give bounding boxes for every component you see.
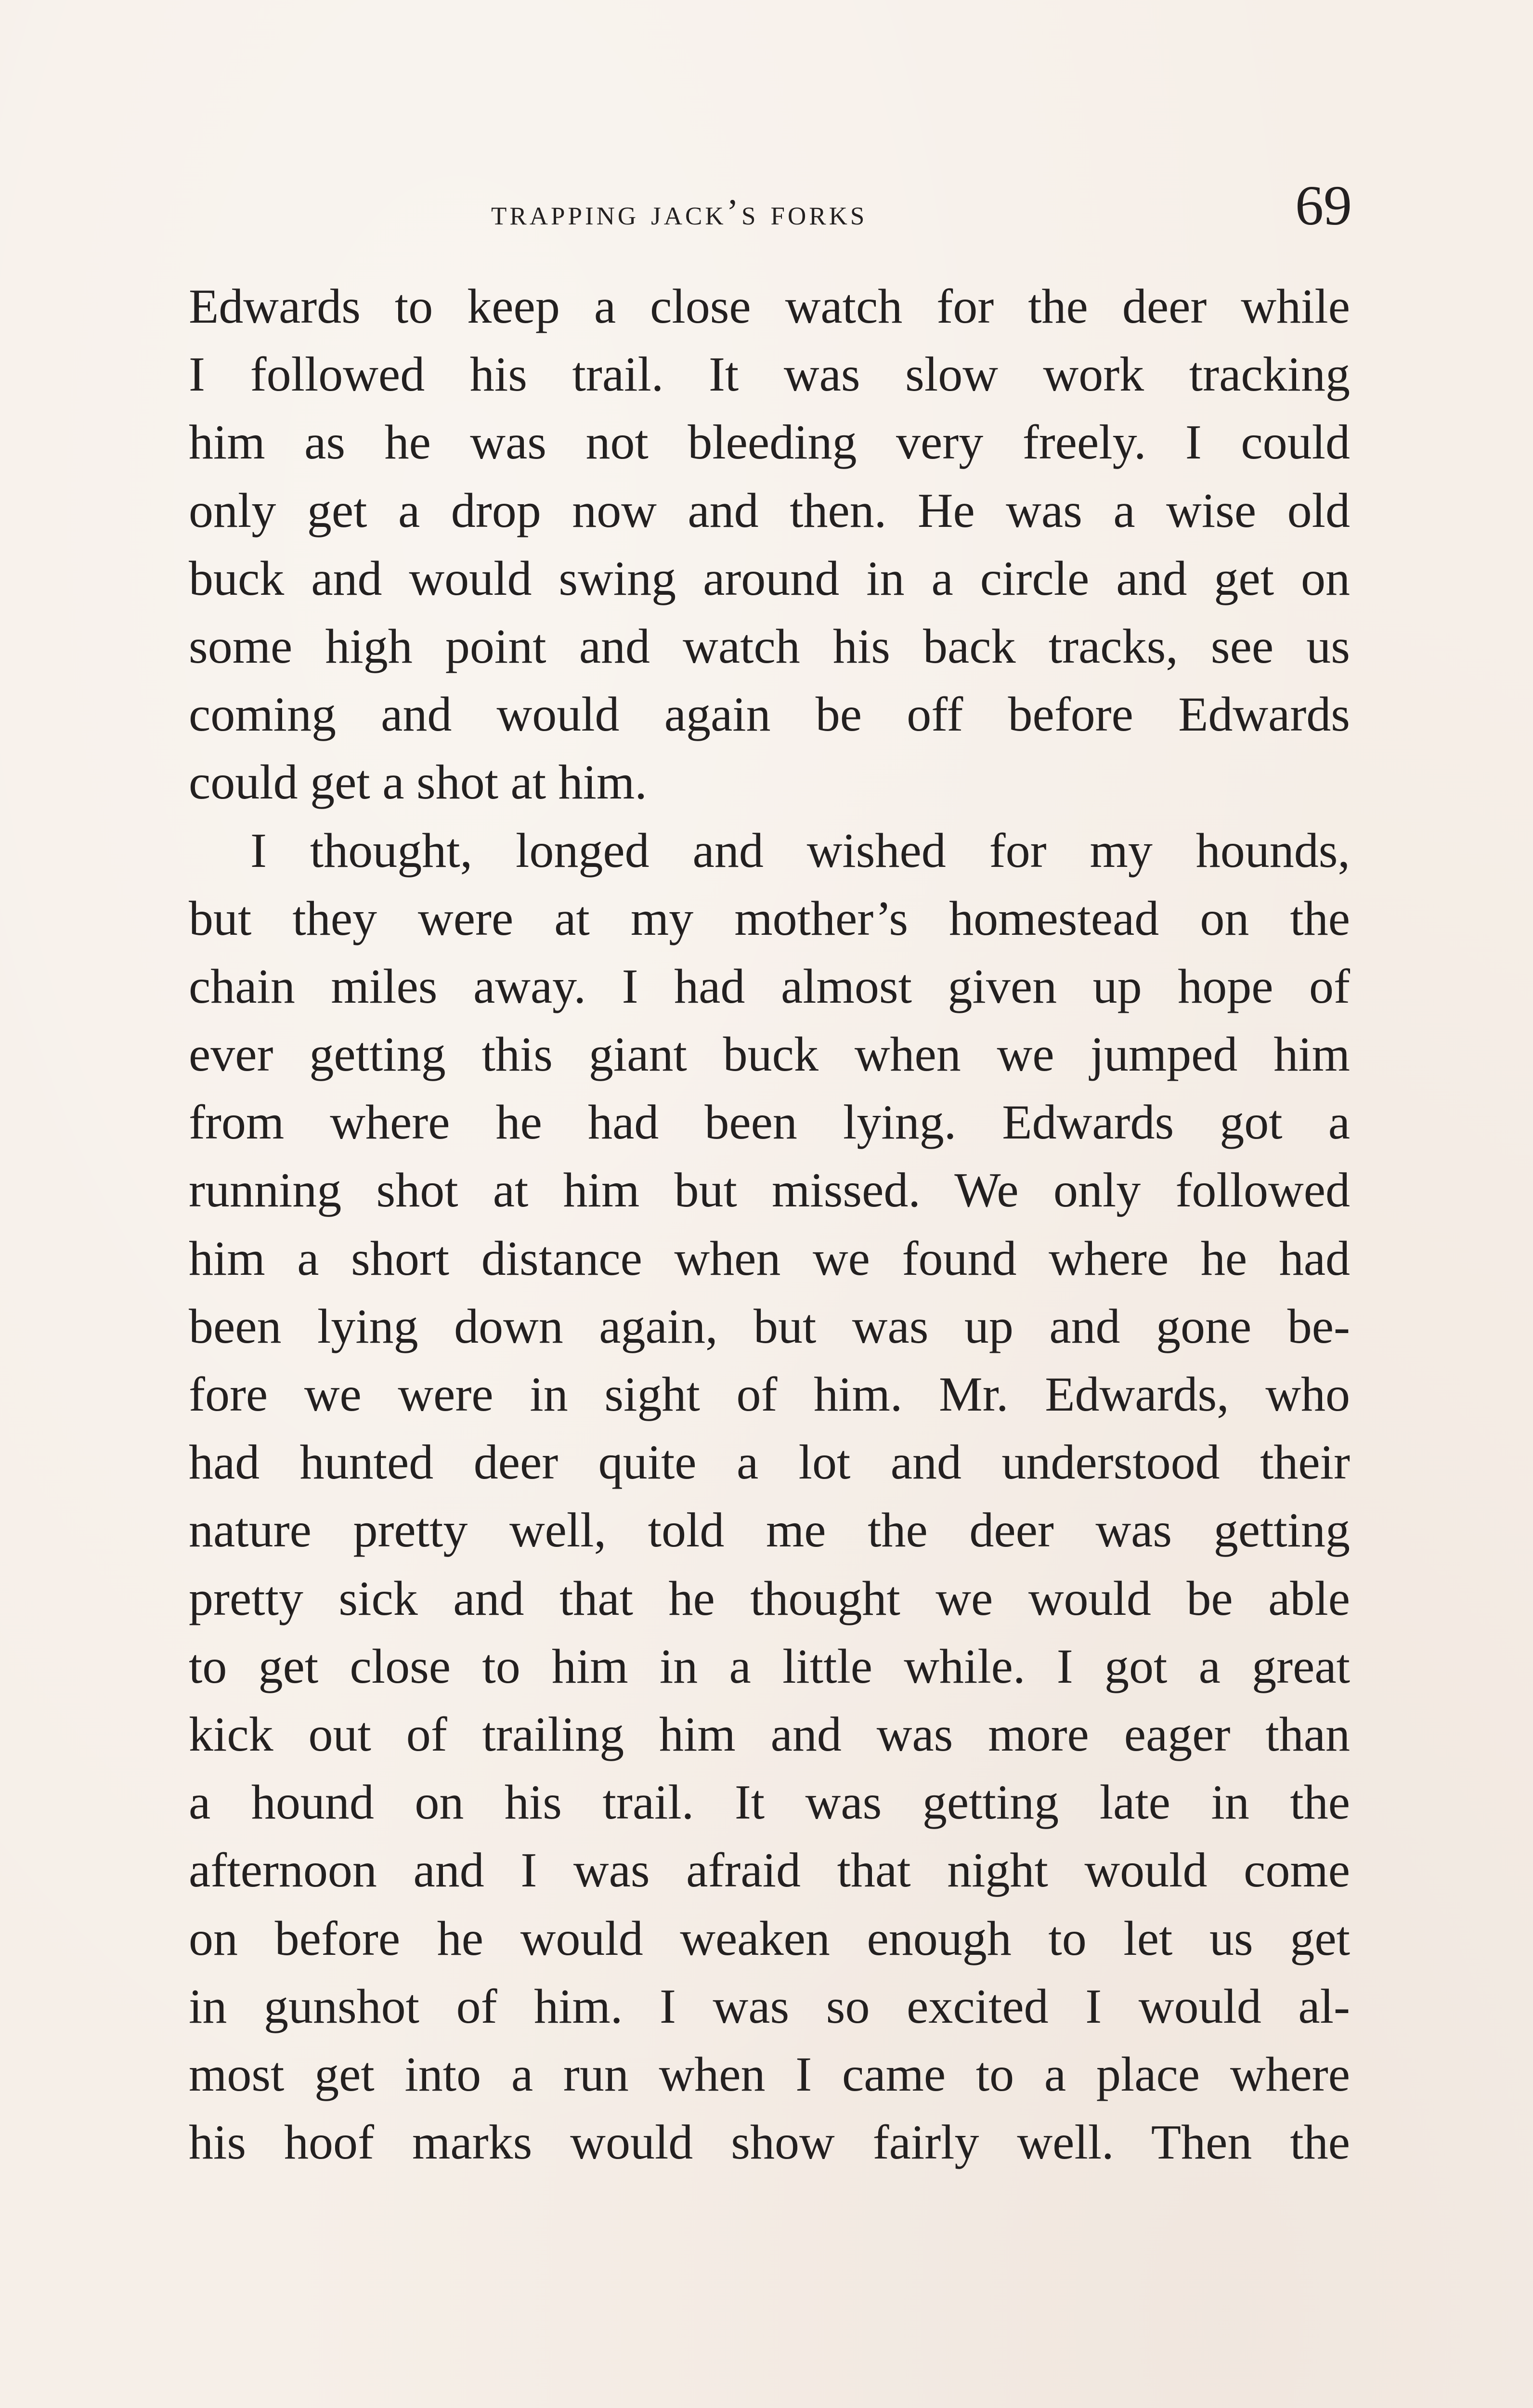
text-line: in gunshot of him. I was so excited I would al- [189,1979,1350,2034]
text-line: to get close to him in a little while. I got a great [189,1639,1350,1694]
text-line: coming and would again be off before Edwards [189,687,1350,742]
body-text [189,273,1350,2176]
text-line: pretty sick and that he thought we would be able [189,1571,1350,1626]
text-line: been lying down again, but was up and gone be- [189,1299,1350,1354]
text-line: kick out of trailing him and was more eager than [189,1707,1350,1762]
page-number: 69 [1295,174,1352,237]
text-line: could get a shot at him. [189,755,647,810]
text-line: most get into a run when I came to a place where [189,2047,1350,2102]
text-line: his hoof marks would show fairly well. Then the [189,2115,1350,2170]
text-line: him a short distance when we found where he had [189,1231,1350,1286]
text-line: I followed his trail. It was slow work tracking [189,347,1350,402]
text-line: fore we were in sight of him. Mr. Edwards, who [189,1367,1350,1422]
text-line: a hound on his trail. It was getting late in the [189,1775,1350,1830]
text-line: had hunted deer quite a lot and understood their [189,1435,1350,1490]
text-line: running shot at him but missed. We only followed [189,1163,1350,1218]
text-line: him as he was not bleeding very freely. I could [189,415,1350,470]
text-line: I thought, longed and wished for my hounds, [250,823,1350,878]
running-head: trapping jack’s forks [491,192,868,233]
text-line: some high point and watch his back tracks, see us [189,619,1350,674]
text-line: but they were at my mother’s homestead on the [189,891,1350,946]
text-line: buck and would swing around in a circle and get on [189,551,1350,606]
text-line: afternoon and I was afraid that night would come [189,1843,1350,1898]
text-line: Edwards to keep a close watch for the deer while [189,279,1350,334]
text-line: nature pretty well, told me the deer was getting [189,1503,1350,1558]
text-line: from where he had been lying. Edwards got a [189,1095,1350,1150]
text-line: chain miles away. I had almost given up hope of [189,959,1350,1014]
text-line: only get a drop now and then. He was a wise old [189,483,1350,538]
text-line: ever getting this giant buck when we jumped him [189,1027,1350,1082]
text-line: on before he would weaken enough to let us get [189,1911,1350,1966]
